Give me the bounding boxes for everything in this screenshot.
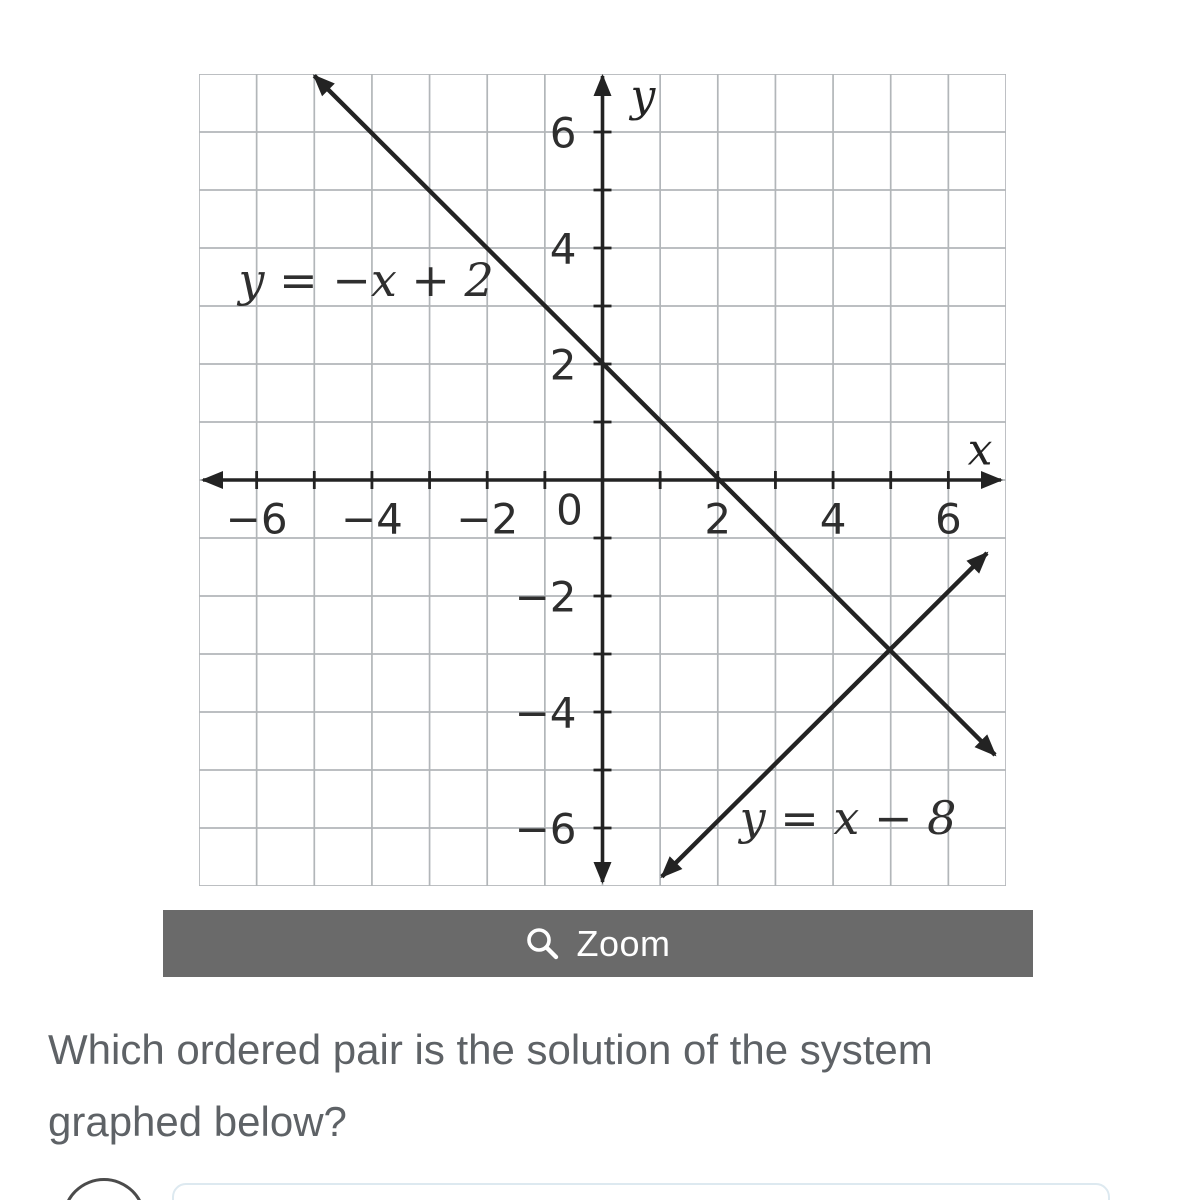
equation-label: y = −x + 2 bbox=[238, 252, 494, 307]
question-text bbox=[48, 1014, 1168, 1158]
svg-text:−4: −4 bbox=[340, 494, 403, 544]
x-axis-label: x bbox=[967, 424, 993, 476]
y-axis-label: y bbox=[630, 74, 656, 122]
svg-text:−2: −2 bbox=[456, 494, 519, 544]
svg-text:2: 2 bbox=[549, 340, 577, 390]
series-line bbox=[314, 76, 995, 755]
zoom-button-label: Zoom bbox=[576, 922, 671, 964]
svg-text:2: 2 bbox=[704, 494, 732, 544]
question-line-1: Which ordered pair is the solution of the system bbox=[48, 1026, 933, 1073]
svg-text:6: 6 bbox=[934, 494, 962, 544]
zoom-button[interactable] bbox=[163, 910, 1033, 977]
svg-text:4: 4 bbox=[549, 224, 577, 274]
svg-text:4: 4 bbox=[819, 494, 847, 544]
svg-text:−4: −4 bbox=[514, 688, 577, 738]
answer-radio[interactable] bbox=[62, 1178, 146, 1200]
graph-figure bbox=[199, 74, 1006, 886]
equation-label: y = x − 8 bbox=[739, 791, 957, 846]
svg-text:0: 0 bbox=[556, 485, 583, 535]
svg-text:−2: −2 bbox=[514, 572, 577, 622]
graph-svg bbox=[199, 74, 1006, 886]
question-line-2: graphed below? bbox=[48, 1098, 347, 1145]
answer-option-box[interactable] bbox=[172, 1183, 1110, 1200]
magnifier-icon bbox=[525, 926, 561, 962]
svg-text:−6: −6 bbox=[225, 494, 288, 544]
svg-text:−6: −6 bbox=[514, 804, 577, 854]
svg-text:6: 6 bbox=[549, 108, 577, 158]
